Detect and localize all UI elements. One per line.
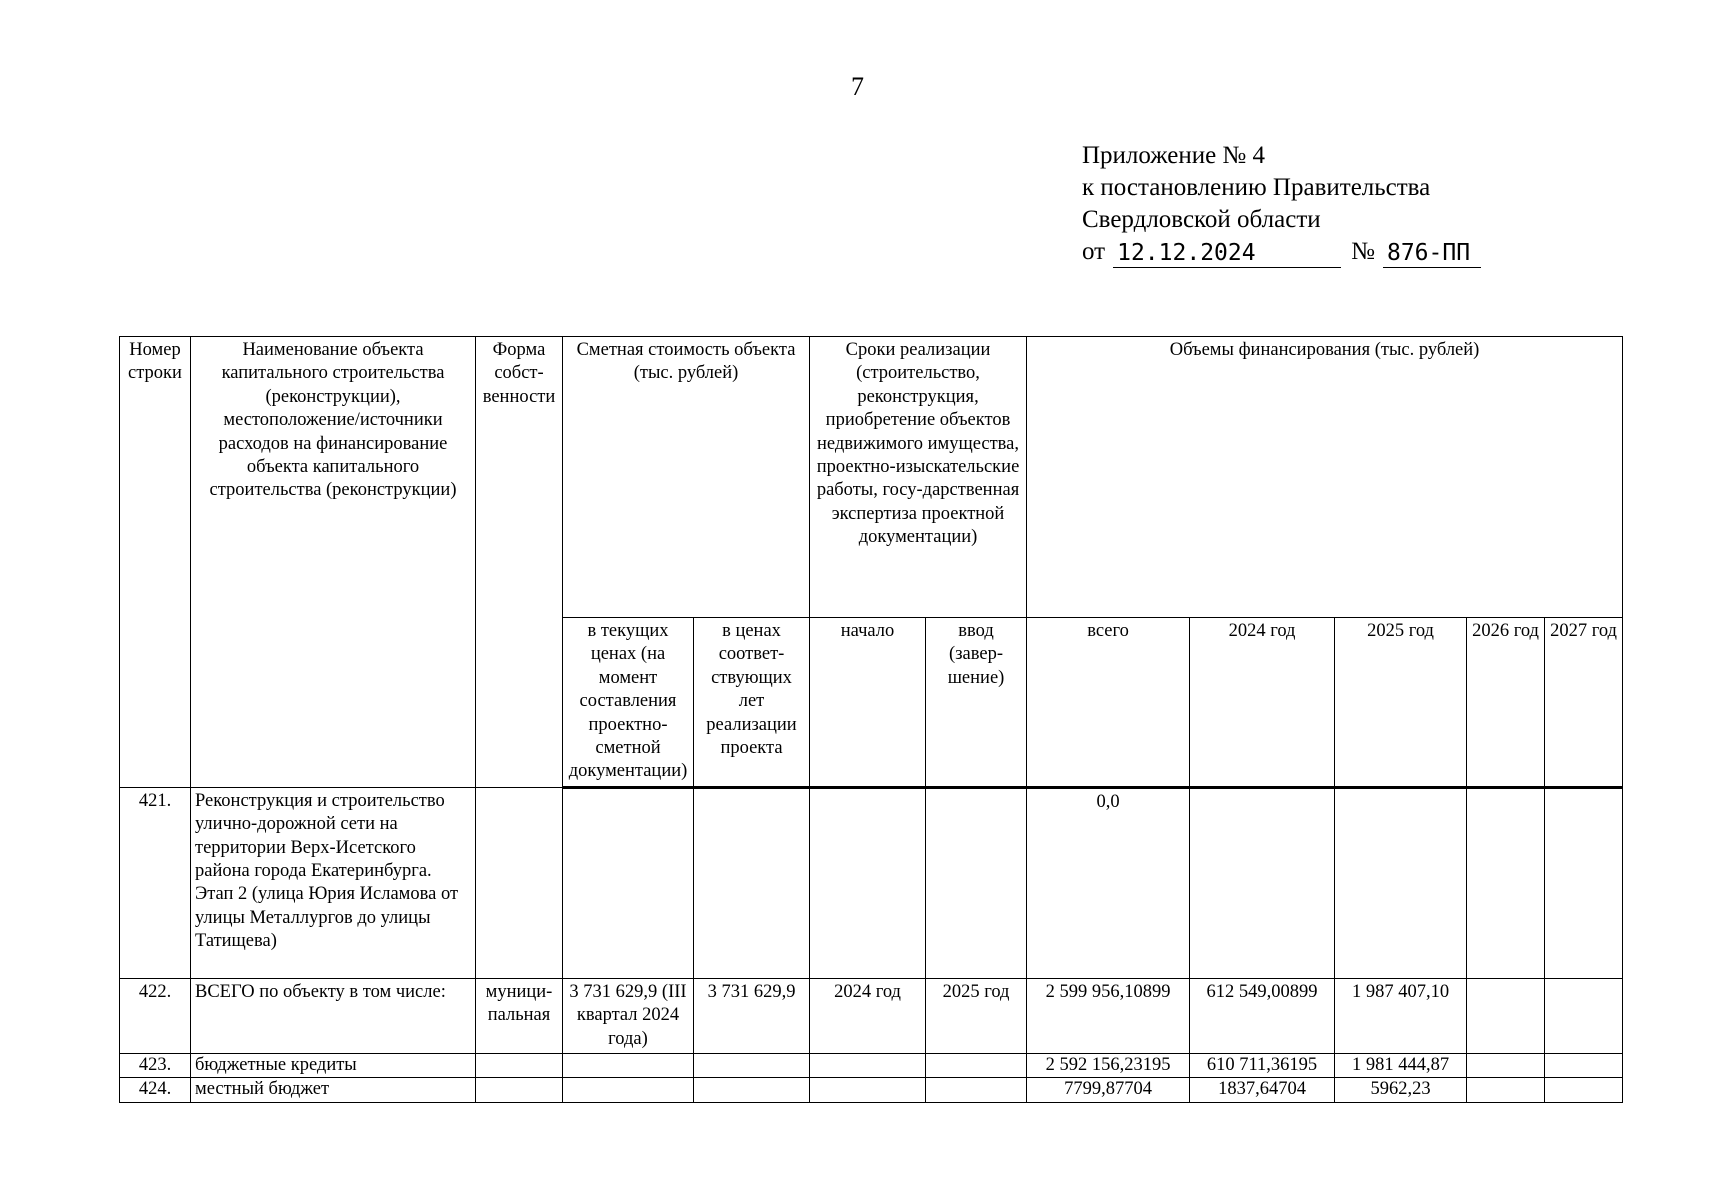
- ownership-cell: муници-пальная: [476, 978, 563, 1053]
- header-financing: Объемы финансирования (тыс. рублей): [1027, 337, 1623, 618]
- y2026-cell: [1467, 1078, 1545, 1102]
- appendix-line-1: Приложение № 4: [1082, 142, 1266, 169]
- y2024-cell: 610 711,36195: [1190, 1054, 1335, 1078]
- appendix-date-row: [1082, 236, 1512, 268]
- y2024-cell: 612 549,00899: [1190, 978, 1335, 1053]
- total-cell: 0,0: [1027, 787, 1190, 978]
- y2026-cell: [1467, 978, 1545, 1053]
- table-row: [120, 1054, 1623, 1078]
- end-cell: 2025 год: [926, 978, 1027, 1053]
- y2025-cell: 5962,23: [1335, 1078, 1467, 1102]
- y2026-cell: [1467, 1054, 1545, 1078]
- table-row: [120, 787, 1623, 978]
- header-years-prices: в ценах соответ-ствующих лет реализации проекта: [694, 618, 810, 788]
- header-implementation-terms: Сроки реализации (строительство, реконструкция, приобретение объектов недвижимого имущества, проектно-изыскательские работы, госу-дарственная экспертиза проектной документации): [810, 337, 1027, 618]
- total-cell: 2 592 156,23195: [1027, 1054, 1190, 1078]
- years-price-cell: [694, 1078, 810, 1102]
- y2027-cell: [1545, 1078, 1623, 1102]
- header-2026: 2026 год: [1467, 618, 1545, 788]
- y2025-cell: 1 981 444,87: [1335, 1054, 1467, 1078]
- ownership-cell: [476, 787, 563, 978]
- row-number: 421.: [120, 787, 191, 978]
- header-current-prices: в текущих ценах (на момент составления проектно-сметной документации): [563, 618, 694, 788]
- object-name: Реконструкция и строительство улично-дорожной сети на территории Верх-Исетского района города Екатеринбурга. Этап 2 (улица Юрия Исламова от улицы Металлургов до улицы Татищева): [191, 787, 476, 978]
- ownership-cell: [476, 1054, 563, 1078]
- y2026-cell: [1467, 787, 1545, 978]
- row-number: 423.: [120, 1054, 191, 1078]
- header-end: ввод (завер-шение): [926, 618, 1027, 788]
- y2025-cell: 1 987 407,10: [1335, 978, 1467, 1053]
- start-cell: 2024 год: [810, 978, 926, 1053]
- appendix-line-3: Свердловской области: [1082, 206, 1321, 233]
- page-number: 7: [851, 72, 864, 101]
- number-label: №: [1351, 238, 1375, 265]
- start-cell: [810, 787, 926, 978]
- resolution-number: 876-ПП: [1383, 239, 1481, 268]
- table-row: [120, 1078, 1623, 1102]
- end-cell: [926, 787, 1027, 978]
- row-number: 424.: [120, 1078, 191, 1102]
- current-price-cell: 3 731 629,9 (III квартал 2024 года): [563, 978, 694, 1053]
- header-row-number: Номер строки: [120, 337, 191, 788]
- header-2024: 2024 год: [1190, 618, 1335, 788]
- end-cell: [926, 1078, 1027, 1102]
- y2024-cell: 1837,64704: [1190, 1078, 1335, 1102]
- years-price-cell: [694, 1054, 810, 1078]
- y2027-cell: [1545, 1054, 1623, 1078]
- y2027-cell: [1545, 978, 1623, 1053]
- header-total: всего: [1027, 618, 1190, 788]
- start-cell: [810, 1054, 926, 1078]
- ownership-cell: [476, 1078, 563, 1102]
- row-number: 422.: [120, 978, 191, 1053]
- years-price-cell: 3 731 629,9: [694, 978, 810, 1053]
- end-cell: [926, 1054, 1027, 1078]
- current-price-cell: [563, 787, 694, 978]
- header-estimated-cost: Сметная стоимость объекта (тыс. рублей): [563, 337, 810, 618]
- current-price-cell: [563, 1054, 694, 1078]
- object-name: местный бюджет: [191, 1078, 476, 1102]
- object-name: бюджетные кредиты: [191, 1054, 476, 1078]
- appendix-line-2: к постановлению Правительства: [1082, 174, 1431, 201]
- header-object-name: Наименование объекта капитального строительства (реконструкции), местоположение/источники расходов на финансирование объекта капитального строительства (реконструкции): [191, 337, 476, 788]
- current-price-cell: [563, 1078, 694, 1102]
- total-cell: 2 599 956,10899: [1027, 978, 1190, 1053]
- financing-table: [119, 336, 1623, 1103]
- total-cell: 7799,87704: [1027, 1078, 1190, 1102]
- header-2027: 2027 год: [1545, 618, 1623, 788]
- years-price-cell: [694, 787, 810, 978]
- header-row-1: [120, 337, 1623, 618]
- resolution-date: 12.12.2024: [1113, 239, 1341, 268]
- y2025-cell: [1335, 787, 1467, 978]
- date-prefix: от: [1082, 238, 1106, 265]
- start-cell: [810, 1078, 926, 1102]
- object-name: ВСЕГО по объекту в том числе:: [191, 978, 476, 1053]
- header-ownership: Форма собст-венности: [476, 337, 563, 788]
- y2024-cell: [1190, 787, 1335, 978]
- appendix-header: [1082, 140, 1512, 268]
- header-start: начало: [810, 618, 926, 788]
- y2027-cell: [1545, 787, 1623, 978]
- header-2025: 2025 год: [1335, 618, 1467, 788]
- table-row: [120, 978, 1623, 1053]
